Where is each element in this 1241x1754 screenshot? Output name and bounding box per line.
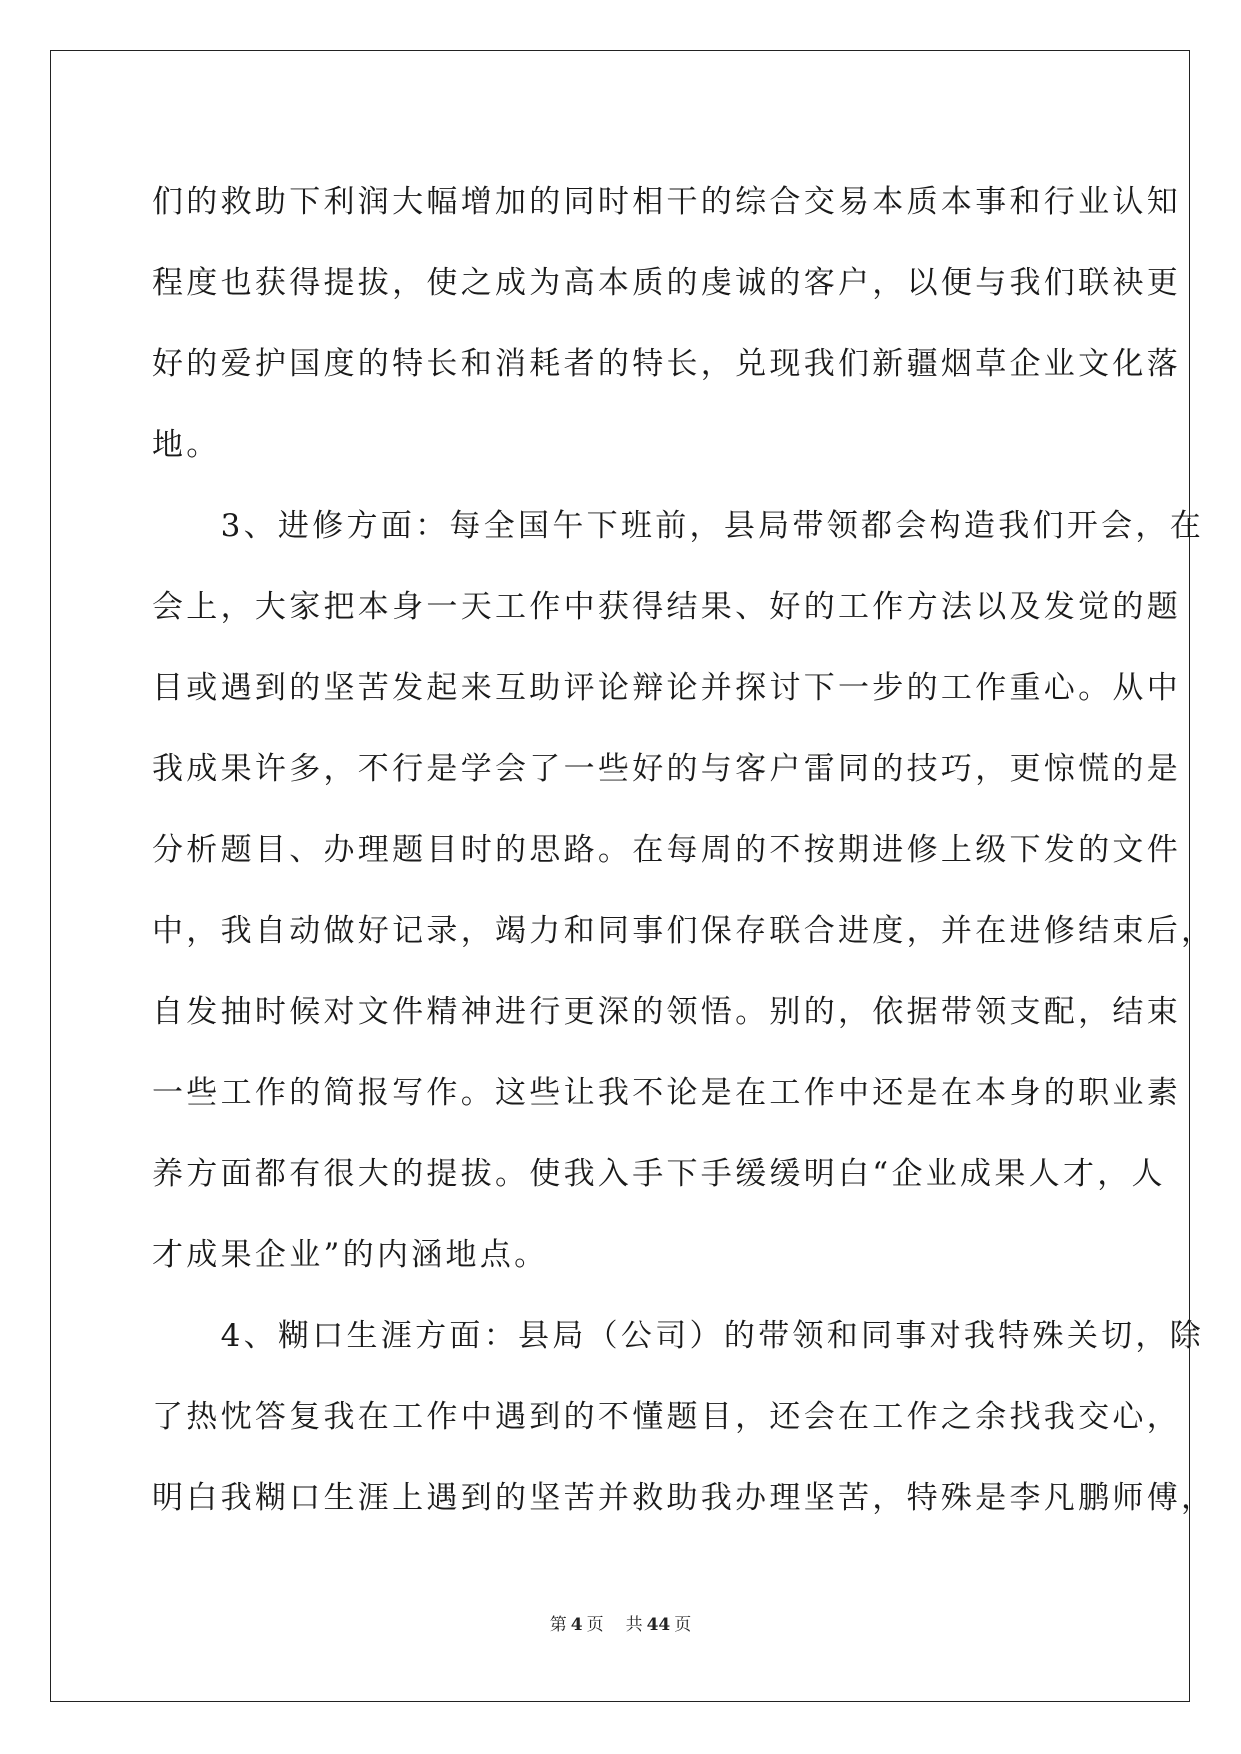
total-suffix: 页	[674, 1615, 692, 1635]
text-line: 地。	[152, 427, 221, 463]
text-line: 养方面都有很大的提拔。使我入手下手缓缓明白“企业成果人才，人	[152, 1156, 1166, 1192]
text-line: 才成果企业”的内涵地点。	[152, 1237, 549, 1273]
page-number: 4	[570, 1615, 583, 1635]
text-line: 程度也获得提拔，使之成为高本质的虔诚的客户，以便与我们联袂更	[152, 265, 1181, 301]
text-line: 明白我糊口生涯上遇到的坚苦并救助我办理坚苦，特殊是李凡鹏师傅，	[152, 1480, 1216, 1516]
text-line: 3、进修方面：每全国午下班前，县局带领都会构造我们开会，在	[152, 508, 1205, 544]
page-prefix: 第	[549, 1615, 567, 1635]
text-line: 自发抽时候对文件精神进行更深的领悟。别的，依据带领支配，结束	[152, 994, 1181, 1030]
text-line: 中，我自动做好记录，竭力和同事们保存联合进度，并在进修结束后，	[152, 913, 1216, 949]
text-line: 们的救助下利润大幅增加的同时相干的综合交易本质本事和行业认知	[152, 184, 1181, 220]
text-line: 一些工作的简报写作。这些让我不论是在工作中还是在本身的职业素	[152, 1075, 1181, 1111]
text-line: 了热忱答复我在工作中遇到的不懂题目，还会在工作之余找我交心，	[152, 1399, 1181, 1435]
page-suffix: 页	[586, 1615, 604, 1635]
text-line: 我成果许多，不行是学会了一些好的与客户雷同的技巧，更惊慌的是	[152, 751, 1181, 787]
text-line: 目或遇到的坚苦发起来互助评论辩论并探讨下一步的工作重心。从中	[152, 670, 1181, 706]
total-prefix: 共	[625, 1615, 643, 1635]
text-line: 会上，大家把本身一天工作中获得结果、好的工作方法以及发觉的题	[152, 589, 1181, 625]
document-body	[152, 162, 1216, 1539]
total-pages: 44	[646, 1615, 671, 1635]
text-line: 好的爱护国度的特长和消耗者的特长，兑现我们新疆烟草企业文化落	[152, 346, 1181, 382]
text-line: 4、糊口生涯方面：县局（公司）的带领和同事对我特殊关切，除	[152, 1318, 1205, 1354]
text-line: 分析题目、办理题目时的思路。在每周的不按期进修上级下发的文件	[152, 832, 1181, 868]
page-footer	[0, 1610, 1241, 1635]
